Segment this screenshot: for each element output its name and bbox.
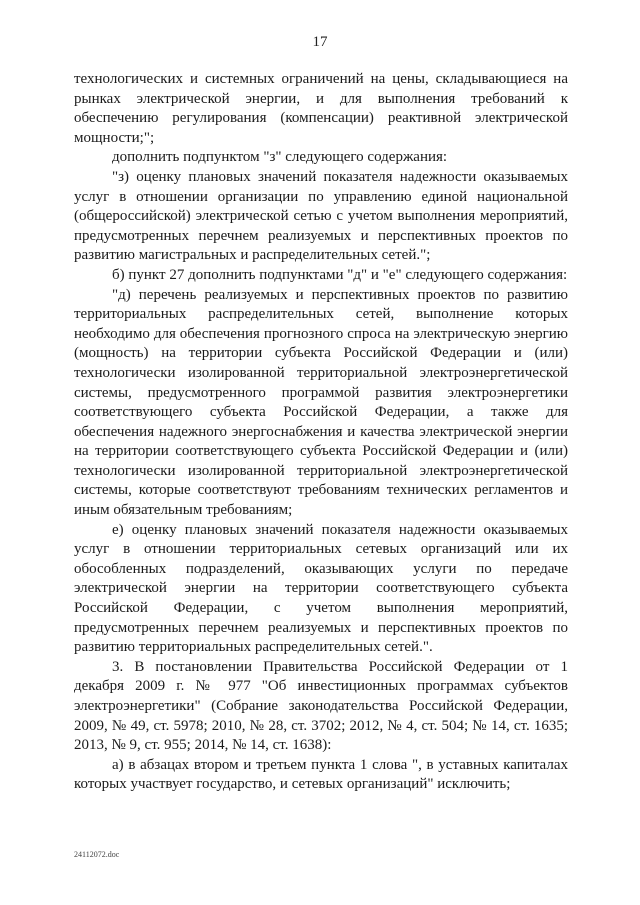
document-body xyxy=(74,70,568,795)
paragraph-continuation: технологических и системных ограничений на цены, складывающиеся на рынках электрической энергии, и для выполнения требований к обеспечению регулирования (компенсации) реактивной электрической мощности;"; xyxy=(74,71,568,146)
page-number: 17 xyxy=(312,34,328,50)
paragraph-subpoint-e: е) оценку плановых значений показателя надежности оказываемых услуг в отношении территориальных сетевых организаций или их обособленных подразделений, оказывающих услуги по передаче электрической энергии на территории соответствующего субъекта Российской Федерации, с учетом выполнения мероприятий, предусмотренных перечнем реализуемых и перспективных проектов по развитию территориальных распределительных сетей.". xyxy=(74,521,568,656)
footer-doc-code: 24112072.doc xyxy=(74,850,120,859)
paragraph-point-b: б) пункт 27 дополнить подпунктами "д" и "е" следующего содержания: xyxy=(112,266,568,283)
paragraph-subpoint-d: "д) перечень реализуемых и перспективных проектов по развитию территориальных распределительных сетей, выполнение которых необходимо для обеспечения прогнозного спроса на электрическую энергию (мощность) на территории субъекта Российской Федерации и (или) технологически изолированной территориальной электроэнергетической системы, предусмотренного программой развития электроэнергетики соответствующего субъекта Российской Федерации, а также для обеспечения надежного энергоснабжения и качества электрической энергии на территории соответствующего субъекта Российской Федерации и (или) технологически изолированной территориальной электроэнергетической системы, которые соответствуют требованиям технических регламентов и иным обязательным требованиям; xyxy=(74,286,568,519)
paragraph-section-3: 3. В постановлении Правительства Российской Федерации от 1 декабря 2009 г. № 977 "Об инвестиционных программах субъектов электроэнергетики" (Собрание законодательства Российской Федерации, 2009, № 49, ст. 5978; 2010, № 28, ст. 3702; 2012, № 4, ст. 504; № 14, ст. 1635; 2013, № 9, ст. 955; 2014, № 14, ст. 1638): xyxy=(74,658,568,754)
paragraph-point-a: а) в абзацах втором и третьем пункта 1 слова ", в уставных капиталах которых участвует государство, и сетевых организаций" исключить; xyxy=(74,756,568,793)
paragraph-subpoint-z: "з) оценку плановых значений показателя надежности оказываемых услуг в отношении организации по управлению единой национальной (общероссийской) электрической сетью с учетом выполнения мероприятий, предусмотренных перечнем реализуемых и перспективных проектов по развитию магистральных и распределительных сетей."; xyxy=(74,168,568,264)
paragraph-add-subpoint-z: дополнить подпунктом "з" следующего содержания: xyxy=(112,149,448,166)
